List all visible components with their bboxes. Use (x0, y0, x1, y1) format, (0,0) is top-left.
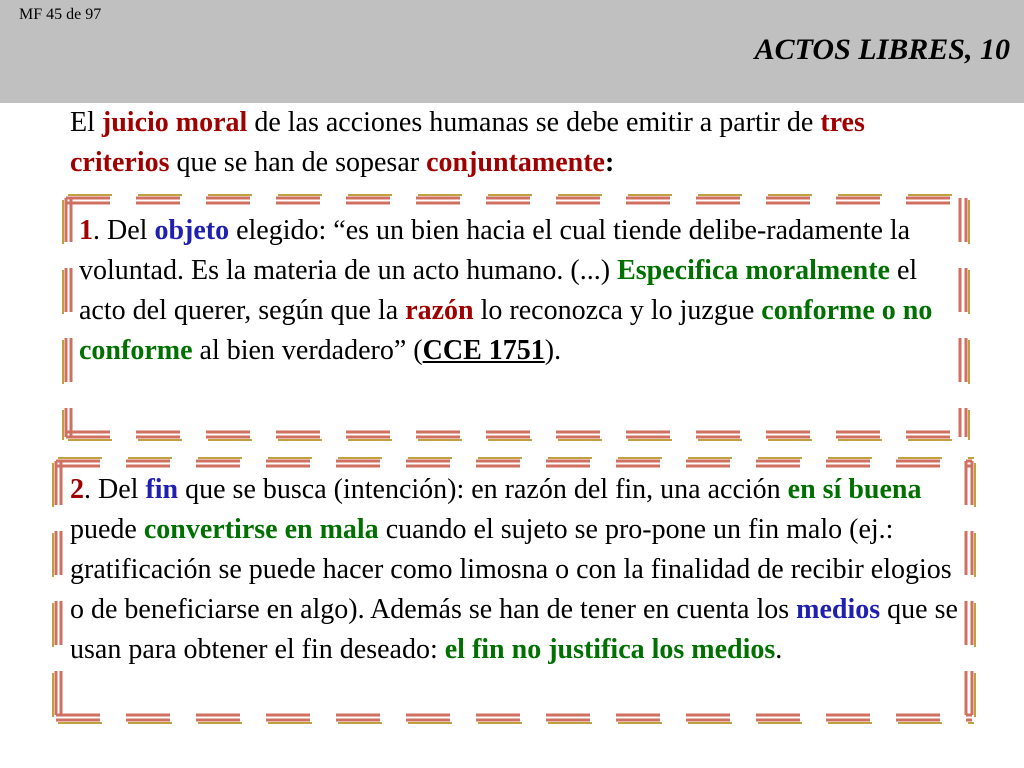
highlight-convertirse-en-mala: convertirse en mala (143, 514, 379, 545)
highlight-objeto: objeto (154, 215, 230, 246)
header-band (0, 0, 1024, 103)
highlight-tres-criterios: tres criterios (70, 107, 865, 178)
highlight-especifica-moralmente: Especifica moralmente (617, 255, 890, 286)
highlight-juicio-moral: juicio moral (101, 107, 248, 138)
criterion-2-text: 2. Del fin que se busca (intención): en razón del fin, una acción en sí buena puede convertirse en mala cuando el sujeto se pro-pone un fin malo (ej.: gratificación se puede hacer como limosna o con la finalidad de recibir elogios o de beneficiarse en algo). Además se han de tener en cuenta los medios que se usan para obtener el fin deseado: el fin no justifica los medios. (70, 474, 958, 665)
highlight-conjuntamente: conjuntamente (426, 147, 605, 178)
slide-title: ACTOS LIBRES, 10 (754, 33, 1010, 66)
criterion-1-text: 1. Del objeto elegido: “es un bien hacia el cual tiende delibe-radamente la voluntad. Es la materia de un acto humano. (...) Especifica moralmente el acto del querer, según que la razón lo reconozca y lo juzgue conforme o no conforme al bien verdadero” (CCE 1751). (79, 215, 933, 366)
highlight-fin: fin (145, 474, 179, 505)
highlight-fin-no-justifica: el fin no justifica los medios (444, 634, 776, 665)
intro-paragraph: El juicio moral de las acciones humanas se debe emitir a partir de tres criterios que se han de sopesar conjuntamente: (70, 107, 865, 178)
highlight-conforme: conforme o no conforme (79, 295, 933, 366)
reference-cce-1751[interactable]: CCE 1751 (422, 335, 545, 366)
highlight-razon: razón (405, 295, 474, 326)
highlight-en-si-buena: en sí buena (787, 474, 922, 505)
slide-number: MF 45 de 97 (19, 6, 102, 23)
highlight-medios: medios (796, 594, 881, 625)
